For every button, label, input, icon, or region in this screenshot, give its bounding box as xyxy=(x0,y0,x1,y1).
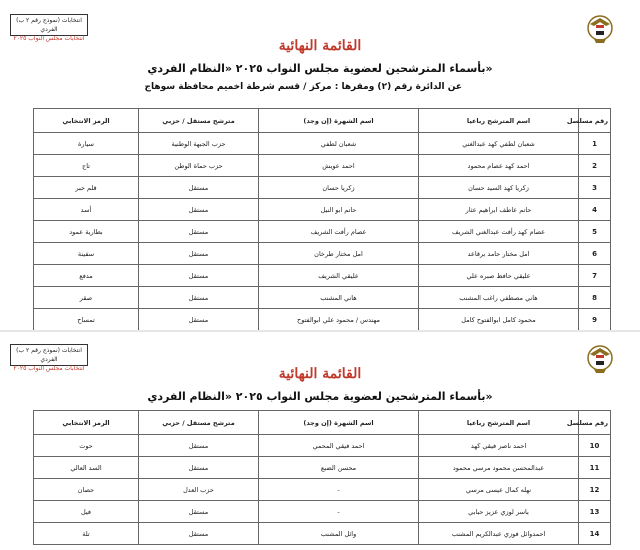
cell-type: مستقل xyxy=(139,287,259,309)
cell-name: عليقي حافظ صبره علي xyxy=(419,265,579,287)
table-row xyxy=(34,287,611,309)
cell-symbol: فيل xyxy=(34,501,139,523)
cell-num: 7 xyxy=(579,265,611,287)
header-name: اسم المترشح رباعيا xyxy=(419,109,579,133)
cell-type: مستقل xyxy=(139,199,259,221)
table-header-row xyxy=(34,109,611,133)
cell-symbol: تلة xyxy=(34,523,139,545)
cell-symbol: مدفع xyxy=(34,265,139,287)
cell-symbol: السد العالي xyxy=(34,457,139,479)
cell-symbol: سفينة xyxy=(34,243,139,265)
cell-name: عصام كهد رأفت عبدالغني الشريف xyxy=(419,221,579,243)
cell-num: 12 xyxy=(579,479,611,501)
cell-num: 10 xyxy=(579,435,611,457)
table-header-row xyxy=(34,411,611,435)
cell-type: مستقل xyxy=(139,309,259,331)
cell-type: مستقل xyxy=(139,435,259,457)
cell-name: نهله كمال عيسى مرسي xyxy=(419,479,579,501)
page-title: القائمة النهائية xyxy=(278,38,362,54)
cell-name: ياسر لوزي عزيز حبابي xyxy=(419,501,579,523)
form-election-line: انتخابات مجلس النواب ٢٠٢٥ xyxy=(13,365,85,372)
table-row xyxy=(34,479,611,501)
cell-type: مستقل xyxy=(139,177,259,199)
cell-symbol: بطارية عمود xyxy=(34,221,139,243)
cell-symbol: حوت xyxy=(34,435,139,457)
cell-symbol: أسد xyxy=(34,199,139,221)
cell-name: احمدوائل فوزي عبدالكريم المشنب xyxy=(419,523,579,545)
cell-name: احمد ناصر فيقي كهد xyxy=(419,435,579,457)
cell-num: 5 xyxy=(579,221,611,243)
header-symbol: الرمز الانتخابي xyxy=(34,411,139,435)
cell-type: حزب الجبهة الوطنية xyxy=(139,133,259,155)
page-subtitle: بأسماء المترشحين لعضوية مجلس النواب ٢٠٢٥ «النظام الفردي» xyxy=(147,390,493,403)
candidates-table xyxy=(33,108,611,331)
cell-nick: احمد عويش xyxy=(259,155,419,177)
cell-num: 9 xyxy=(579,309,611,331)
header-name: اسم المترشح رباعيا xyxy=(419,411,579,435)
cell-name: محمود كامل ابوالفتوح كامل xyxy=(419,309,579,331)
cell-type: مستقل xyxy=(139,265,259,287)
cell-symbol: تاج xyxy=(34,155,139,177)
cell-symbol: قلم حبر xyxy=(34,177,139,199)
form-election-line: انتخابات مجلس النواب ٢٠٢٥ xyxy=(13,35,85,42)
cell-num: 4 xyxy=(579,199,611,221)
cell-nick: - xyxy=(259,479,419,501)
cell-nick: هاني المشنب xyxy=(259,287,419,309)
cell-num: 8 xyxy=(579,287,611,309)
table-row xyxy=(34,265,611,287)
cell-symbol: سيارة xyxy=(34,133,139,155)
page-subtitle: بأسماء المترشحين لعضوية مجلس النواب ٢٠٢٥ «النظام الفردي» xyxy=(147,62,493,75)
header-nickname: اسم الشهرة (إن وجد) xyxy=(259,109,419,133)
table-row xyxy=(34,177,611,199)
table-row xyxy=(34,523,611,545)
cell-num: 2 xyxy=(579,155,611,177)
cell-num: 1 xyxy=(579,133,611,155)
form-number-box xyxy=(10,344,88,372)
cell-type: مستقل xyxy=(139,501,259,523)
cell-num: 13 xyxy=(579,501,611,523)
header-affiliation: مترشح مستقل / حزبي xyxy=(139,109,259,133)
district-line: عن الدائرة رقم (٢) ومقرها : مركز / قسم شرطة اخميم محافظة سوهاج xyxy=(144,82,462,92)
cell-name: احمد كهد عصام محمود xyxy=(419,155,579,177)
cell-type: مستقل xyxy=(139,243,259,265)
table-row xyxy=(34,133,611,155)
cell-name: شعبان لطفي كهد عبدالغني xyxy=(419,133,579,155)
cell-nick: امل مختار طرخان xyxy=(259,243,419,265)
header-nickname: اسم الشهرة (إن وجد) xyxy=(259,411,419,435)
cell-num: 11 xyxy=(579,457,611,479)
header-serial: رقم مسلسل xyxy=(579,109,611,133)
cell-name: عبدالمحسن محمود مرسي محمود xyxy=(419,457,579,479)
cell-type: حزب العدل xyxy=(139,479,259,501)
cell-nick: - xyxy=(259,501,419,523)
cell-name: امل مختار حامد برقاعد xyxy=(419,243,579,265)
table-row xyxy=(34,435,611,457)
cell-nick: مهندس / محمود علي ابوالفتوح xyxy=(259,309,419,331)
cell-nick: شعبان لطفي xyxy=(259,133,419,155)
table-row xyxy=(34,501,611,523)
form-number-line: (نموذج رقم ٢ ب) انتخابات الفردي xyxy=(16,347,82,363)
cell-nick: احمد فيقي المحمي xyxy=(259,435,419,457)
cell-num: 3 xyxy=(579,177,611,199)
table-row xyxy=(34,155,611,177)
table-row xyxy=(34,199,611,221)
cell-num: 14 xyxy=(579,523,611,545)
cell-symbol: صقر xyxy=(34,287,139,309)
cell-name: حاتم عاطف ابراهيم عثار xyxy=(419,199,579,221)
cell-symbol: حصان xyxy=(34,479,139,501)
table-row xyxy=(34,457,611,479)
header-symbol: الرمز الانتخابي xyxy=(34,109,139,133)
header-affiliation: مترشح مستقل / حزبي xyxy=(139,411,259,435)
cell-symbol: تمساح xyxy=(34,309,139,331)
table-row xyxy=(34,309,611,331)
cell-name: زكريا كهد السيد حسان xyxy=(419,177,579,199)
form-number-box xyxy=(10,14,88,42)
cell-nick: حاتم ابو النيل xyxy=(259,199,419,221)
cell-type: مستقل xyxy=(139,221,259,243)
cell-nick: وائل المشنب xyxy=(259,523,419,545)
candidates-table xyxy=(33,410,611,545)
cell-type: مستقل xyxy=(139,523,259,545)
cell-type: حزب حماة الوطن xyxy=(139,155,259,177)
cell-nick: عليقي الشريف xyxy=(259,265,419,287)
cell-nick: محسن الضبع xyxy=(259,457,419,479)
cell-type: مستقل xyxy=(139,457,259,479)
page-title: القائمة النهائية xyxy=(278,366,362,382)
cell-name: هاني مصطفي راغب المشنب xyxy=(419,287,579,309)
cell-nick: زكريا حسان xyxy=(259,177,419,199)
form-number-line: (نموذج رقم ٢ ب) انتخابات الفردي xyxy=(16,17,82,33)
cell-num: 6 xyxy=(579,243,611,265)
header-serial: رقم مسلسل xyxy=(579,411,611,435)
table-row xyxy=(34,221,611,243)
table-row xyxy=(34,243,611,265)
ballot-page-2 xyxy=(0,332,640,550)
cell-nick: عصام رأفت الشريف xyxy=(259,221,419,243)
